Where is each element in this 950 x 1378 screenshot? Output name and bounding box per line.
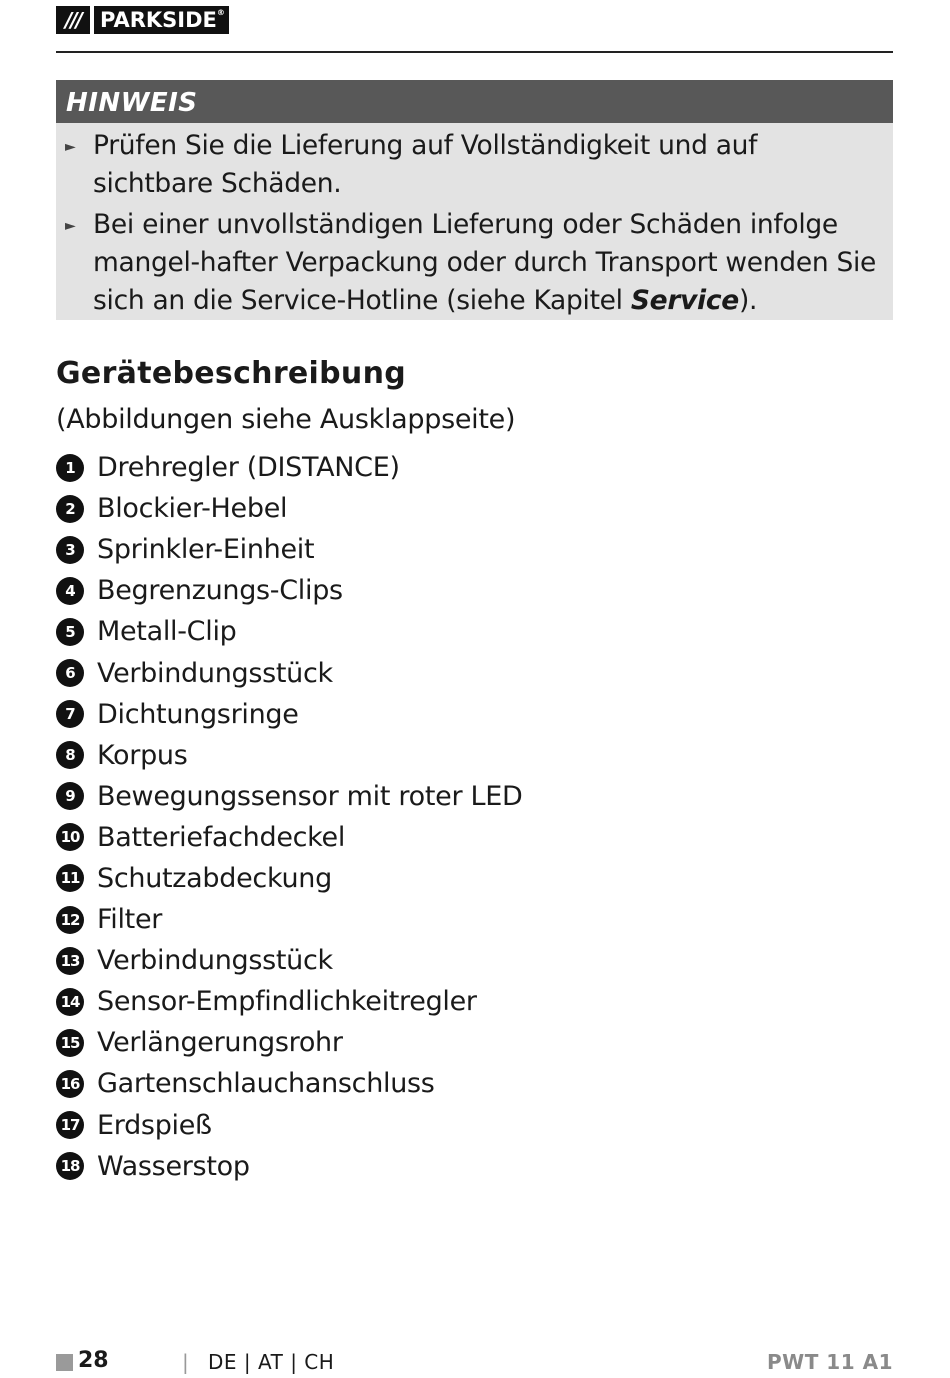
part-item bbox=[56, 817, 523, 858]
part-item bbox=[56, 694, 523, 735]
part-number-badge: 5 bbox=[56, 618, 84, 646]
part-item bbox=[56, 611, 523, 652]
part-number-badge: 16 bbox=[56, 1070, 84, 1098]
logo-stripes: /// bbox=[56, 6, 90, 34]
part-label: Dichtungsringe bbox=[97, 698, 299, 730]
part-item bbox=[56, 735, 523, 776]
brand-registered-mark: ® bbox=[216, 8, 225, 17]
notice-box bbox=[56, 80, 893, 320]
part-number-badge: 2 bbox=[56, 495, 84, 523]
part-number-badge: 12 bbox=[56, 906, 84, 934]
model-number: PWT 11 A1 bbox=[766, 1350, 893, 1374]
part-label: Korpus bbox=[97, 739, 188, 771]
service-chapter-ref: Service bbox=[630, 285, 739, 316]
part-item bbox=[56, 1146, 523, 1187]
part-item bbox=[56, 1022, 523, 1063]
part-label: Verbindungsstück bbox=[97, 945, 333, 977]
part-label: Erdspieß bbox=[97, 1109, 212, 1141]
part-number-badge: 8 bbox=[56, 741, 84, 769]
header-divider bbox=[56, 51, 893, 53]
part-item bbox=[56, 981, 523, 1022]
part-number-badge: 1 bbox=[56, 454, 84, 482]
part-label: Gartenschlauchanschluss bbox=[97, 1068, 435, 1100]
notice-item-text: Prüfen Sie die Lieferung auf Vollständigkeit und auf sichtbare Schäden. bbox=[93, 130, 758, 199]
part-label: Sensor-Empfindlichkeitregler bbox=[97, 986, 477, 1018]
part-number-badge: 18 bbox=[56, 1152, 84, 1180]
notice-heading: HINWEIS bbox=[56, 80, 893, 123]
section-title: Gerätebeschreibung bbox=[56, 356, 407, 391]
part-label: Verlängerungsrohr bbox=[97, 1027, 343, 1059]
part-label: Schutzabdeckung bbox=[97, 862, 332, 894]
part-number-badge: 10 bbox=[56, 823, 84, 851]
notice-list bbox=[56, 123, 893, 320]
part-number-badge: 9 bbox=[56, 782, 84, 810]
section-subtitle: (Abbildungen siehe Ausklappseite) bbox=[56, 404, 516, 435]
part-label: Bewegungssensor mit roter LED bbox=[97, 780, 523, 812]
part-number-badge: 3 bbox=[56, 536, 84, 564]
part-label: Drehregler (DISTANCE) bbox=[97, 452, 400, 484]
part-label: Begrenzungs-Clips bbox=[97, 575, 343, 607]
part-item bbox=[56, 776, 523, 817]
triangle-bullet-icon: ► bbox=[65, 139, 76, 155]
part-item bbox=[56, 570, 523, 611]
part-item bbox=[56, 858, 523, 899]
notice-item bbox=[56, 127, 893, 203]
part-item bbox=[56, 447, 523, 488]
part-item bbox=[56, 899, 523, 940]
parts-list bbox=[56, 447, 523, 1187]
part-label: Blockier-Hebel bbox=[97, 493, 288, 525]
part-number-badge: 11 bbox=[56, 864, 84, 892]
language-codes: DE | AT | CH bbox=[208, 1350, 335, 1374]
notice-item bbox=[56, 206, 893, 320]
part-item bbox=[56, 940, 523, 981]
logo-brand bbox=[94, 6, 229, 34]
brand-name: PARKSIDE bbox=[100, 8, 217, 32]
triangle-bullet-icon: ► bbox=[65, 218, 76, 234]
part-number-badge: 7 bbox=[56, 700, 84, 728]
part-label: Wasserstop bbox=[97, 1150, 250, 1182]
part-label: Verbindungsstück bbox=[97, 657, 333, 689]
part-number-badge: 4 bbox=[56, 577, 84, 605]
part-item bbox=[56, 1063, 523, 1104]
footer-square-marker bbox=[56, 1354, 73, 1371]
notice-item-text: Bei einer unvollständigen Lieferung oder Schäden infolge mangel-hafter Verpackung oder durch Transport wenden Sie sich an die Service-Hotline (siehe Kapitel bbox=[93, 209, 877, 316]
page-number: 28 bbox=[78, 1348, 109, 1373]
part-number-badge: 13 bbox=[56, 947, 84, 975]
part-item bbox=[56, 1105, 523, 1146]
parkside-logo bbox=[56, 6, 229, 34]
part-label: Sprinkler-Einheit bbox=[97, 534, 315, 566]
part-number-badge: 14 bbox=[56, 988, 84, 1016]
part-number-badge: 6 bbox=[56, 659, 84, 687]
footer-separator: | bbox=[182, 1350, 189, 1374]
notice-item-text-end: ). bbox=[738, 285, 758, 316]
part-label: Filter bbox=[97, 904, 163, 936]
part-item bbox=[56, 488, 523, 529]
part-number-badge: 17 bbox=[56, 1111, 84, 1139]
part-item bbox=[56, 652, 523, 693]
part-number-badge: 15 bbox=[56, 1029, 84, 1057]
part-item bbox=[56, 529, 523, 570]
part-label: Batteriefachdeckel bbox=[97, 821, 346, 853]
part-label: Metall-Clip bbox=[97, 616, 237, 648]
